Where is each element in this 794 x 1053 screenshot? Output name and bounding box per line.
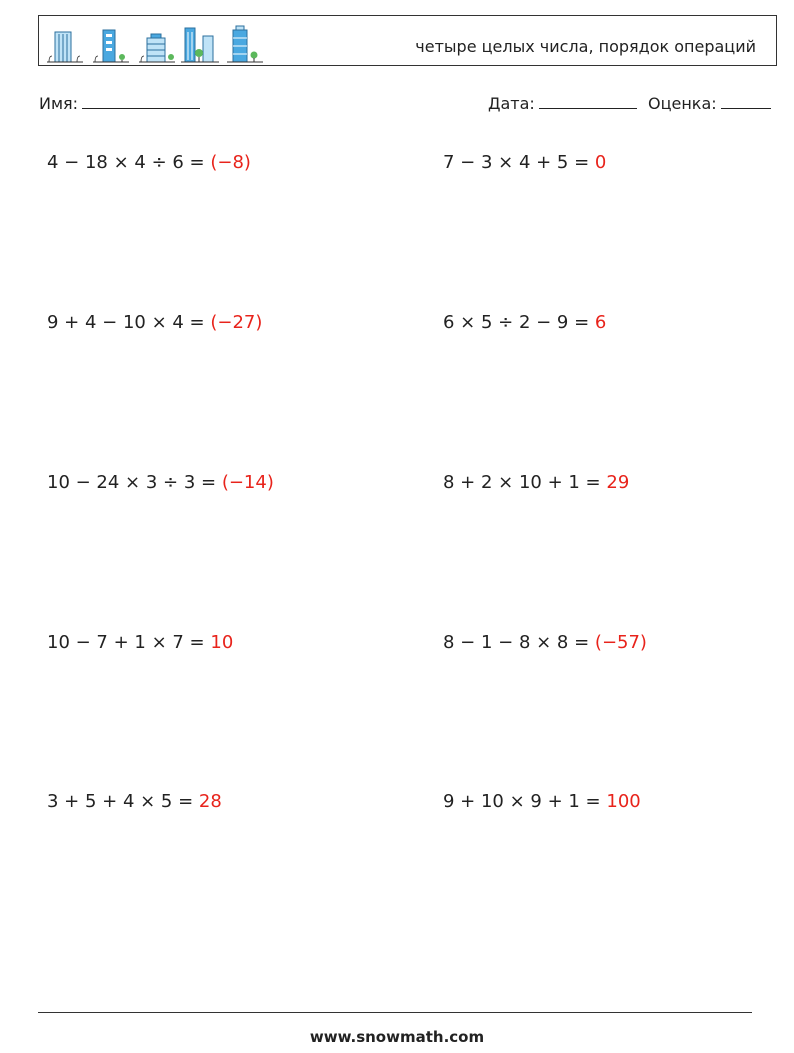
name-label: Имя: — [39, 94, 79, 113]
problem-5 — [47, 472, 274, 493]
problem-answer: (−27) — [210, 312, 263, 333]
building-icon — [139, 34, 175, 62]
problem-expression: 9 + 4 − 10 × 4 = — [47, 312, 211, 333]
problem-expression: 3 + 5 + 4 × 5 = — [47, 791, 199, 812]
problem-answer: 10 — [210, 632, 234, 653]
footer-site-link[interactable]: www.snowmath.com — [309, 1028, 485, 1046]
date-field[interactable] — [488, 94, 637, 113]
worksheet-title: четыре целых числа, порядок операций — [415, 37, 756, 56]
date-blank[interactable] — [539, 94, 637, 109]
problem-expression: 8 + 2 × 10 + 1 = — [443, 472, 607, 493]
problem-expression: 7 − 3 × 4 + 5 = — [443, 152, 595, 173]
problem-1 — [47, 152, 251, 173]
problem-answer: 0 — [594, 152, 607, 173]
building-icon — [47, 32, 83, 62]
problem-expression: 4 − 18 × 4 ÷ 6 = — [47, 152, 211, 173]
date-label: Дата: — [488, 94, 535, 113]
score-blank[interactable] — [721, 94, 771, 109]
building-icon — [181, 28, 219, 62]
problem-answer: (−57) — [594, 632, 647, 653]
problem-answer: 100 — [606, 791, 641, 812]
problem-10 — [443, 791, 641, 812]
problem-expression: 8 − 1 − 8 × 8 = — [443, 632, 595, 653]
name-blank[interactable] — [82, 94, 200, 109]
problem-answer: 28 — [198, 791, 222, 812]
problem-answer: 6 — [594, 312, 607, 333]
problem-7 — [47, 632, 233, 653]
footer-divider — [38, 1012, 752, 1013]
problem-6 — [443, 472, 629, 493]
problem-answer: (−8) — [210, 152, 251, 173]
problem-3 — [47, 312, 262, 333]
problem-2 — [443, 152, 606, 173]
problem-expression: 10 − 24 × 3 ÷ 3 = — [47, 472, 222, 493]
building-icons — [43, 20, 273, 64]
problem-answer: 29 — [606, 472, 630, 493]
score-label: Оценка: — [648, 94, 717, 113]
problem-9 — [47, 791, 222, 812]
header-box — [38, 15, 777, 66]
building-icon — [227, 26, 263, 62]
problem-4 — [443, 312, 606, 333]
building-icon — [93, 30, 129, 62]
problem-answer: (−14) — [221, 472, 274, 493]
score-field[interactable] — [648, 94, 771, 113]
problem-expression: 9 + 10 × 9 + 1 = — [443, 791, 607, 812]
problem-8 — [443, 632, 647, 653]
name-field[interactable] — [39, 94, 200, 113]
problem-expression: 10 − 7 + 1 × 7 = — [47, 632, 211, 653]
problem-expression: 6 × 5 ÷ 2 − 9 = — [443, 312, 595, 333]
